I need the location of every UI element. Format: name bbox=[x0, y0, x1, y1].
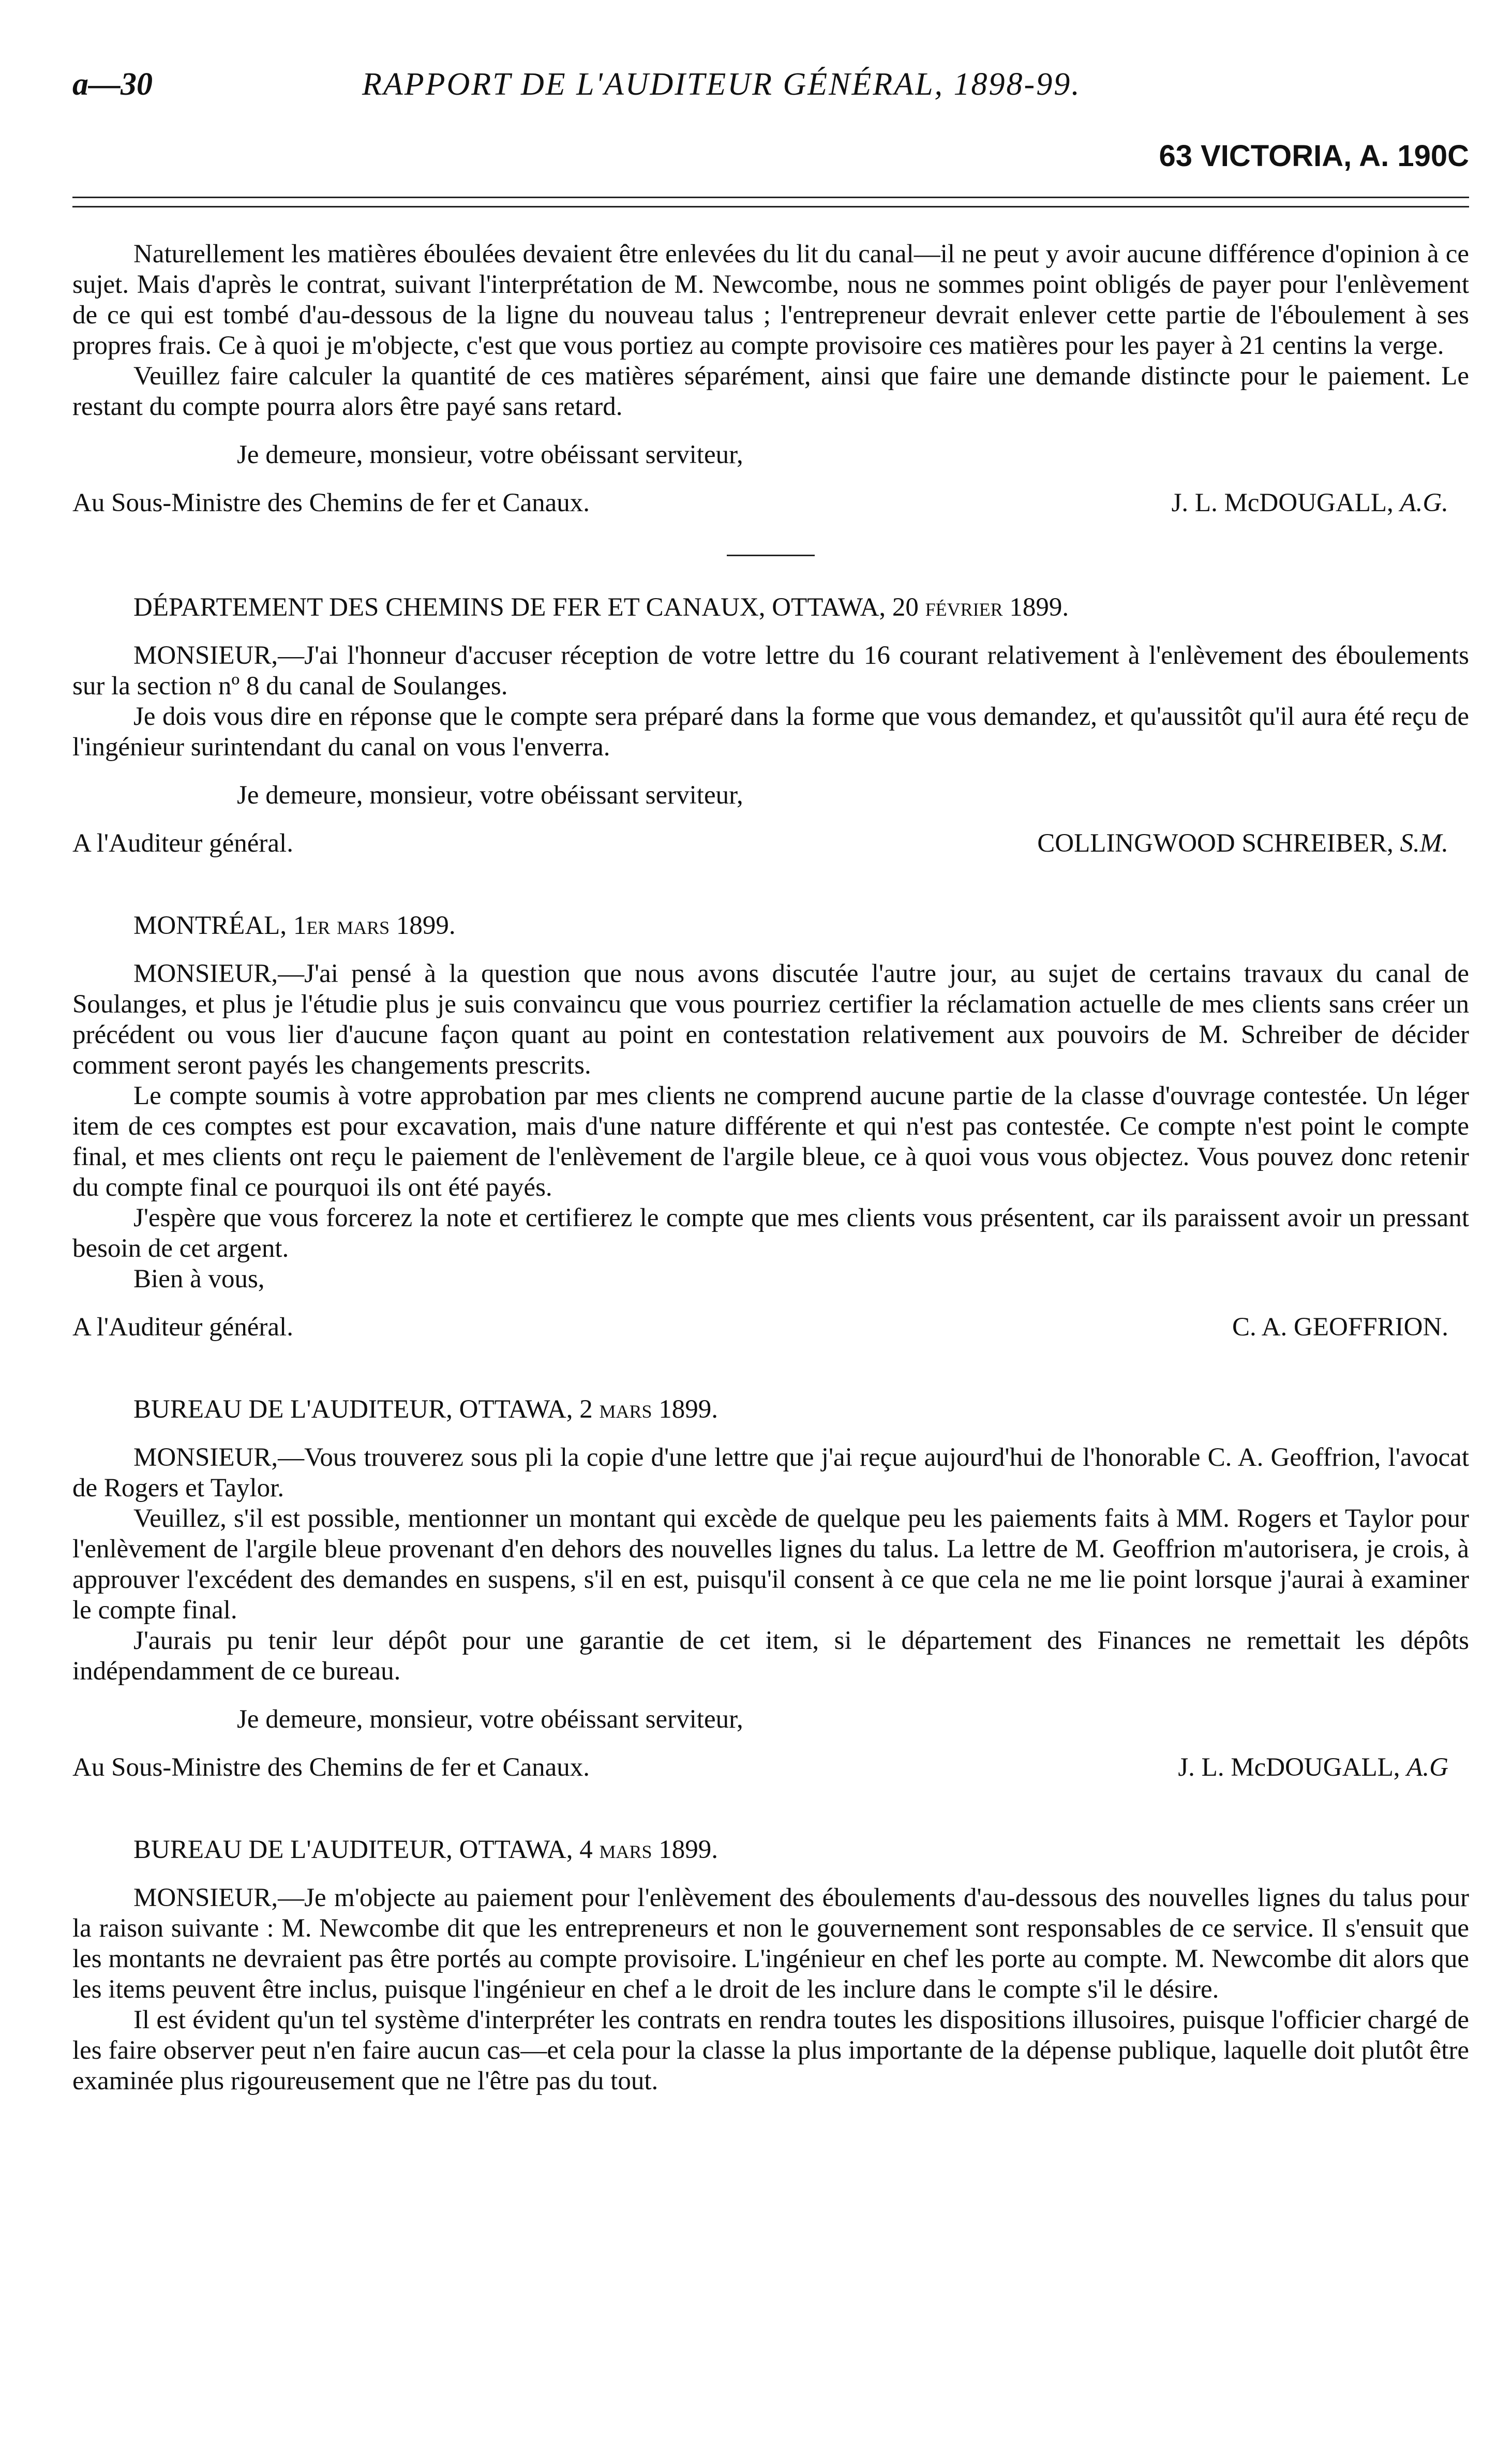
signature-title: A.G bbox=[1406, 1753, 1448, 1782]
signature-line bbox=[72, 1752, 1469, 1783]
signature-title: A.G. bbox=[1400, 488, 1448, 517]
signature-line bbox=[72, 828, 1469, 859]
paragraph: Je dois vous dire en réponse que le compte sera préparé dans la forme que vous demandez, et qu'aussitôt qu'il aura été reçu de l'ingénieur surintendant du canal on vous l'enverra. bbox=[72, 702, 1469, 762]
addressee: Au Sous-Ministre des Chemins de fer et Canaux. bbox=[72, 488, 590, 517]
addressee: A l'Auditeur général. bbox=[72, 829, 293, 858]
signature-name: COLLINGWOOD SCHREIBER, bbox=[1037, 829, 1394, 858]
letter-1 bbox=[72, 239, 1469, 518]
signature bbox=[1037, 828, 1469, 859]
signature-line bbox=[72, 1312, 1469, 1343]
paragraph: MONSIEUR,—Vous trouverez sous pli la copie d'une lettre que j'ai reçue aujourd'hui de l'honorable C. A. Geoffrion, l'avocat de Rogers et Taylor. bbox=[72, 1443, 1469, 1503]
addressee: Au Sous-Ministre des Chemins de fer et Canaux. bbox=[72, 1753, 590, 1782]
page-number: a—30 bbox=[72, 67, 153, 102]
running-title: RAPPORT DE L'AUDITEUR GÉNÉRAL, 1898-99. bbox=[362, 67, 1081, 102]
paragraph: MONSIEUR,—J'ai pensé à la question que nous avons discutée l'autre jour, au sujet de certains travaux du canal de Soulanges, et plus je l'étudie plus je suis convaincu que vous pourriez certifier la réclamation actuelle de mes clients sans créer un précédent ou vous lier d'aucune façon quant au point en contestation relativement aux pouvoirs de M. Schreiber de décider comment seront payés les changements prescrits. bbox=[72, 959, 1469, 1080]
salutation: MONSIEUR, bbox=[133, 1443, 278, 1472]
addressee: A l'Auditeur général. bbox=[72, 1313, 293, 1342]
salutation: MONSIEUR, bbox=[133, 1883, 278, 1912]
paragraph: Il est évident qu'un tel système d'interpréter les contrats en rendra toutes les dispositions illusoires, puisque l'officier chargé de les faire observer peut n'en faire aucun cas—et cela pour la classe la plus importante de la dépense publique, laquelle doit plutôt être examinée plus rigoureusement que ne l'être pas du tout. bbox=[72, 2005, 1469, 2095]
paragraph: Le compte soumis à votre approbation par mes clients ne comprend aucune partie de la classe d'ouvrage contestée. Un léger item de ces comptes est pour excavation, mais d'une nature différente et qui n'est pas contestée. Ce compte n'est point le compte final, et mes clients ont reçu le paiement de l'enlèvement de l'argile bleue, ce à quoi vous vous objectez. Vous pouvez donc retenir du compte final ce pourquoi ils ont été payés. bbox=[72, 1081, 1469, 1202]
closing-formula: Je demeure, monsieur, votre obéissant serviteur, bbox=[237, 781, 743, 810]
signature bbox=[1172, 488, 1469, 518]
dateline: BUREAU DE L'AUDITEUR, OTTAWA, 4 mars 1899. bbox=[133, 1835, 718, 1864]
signature-line bbox=[72, 488, 1469, 518]
letter-5 bbox=[72, 1835, 1469, 2097]
signature-name: J. L. McDOUGALL, bbox=[1178, 1753, 1400, 1782]
signature-name: C. A. GEOFFRION. bbox=[1232, 1313, 1448, 1342]
dateline: BUREAU DE L'AUDITEUR, OTTAWA, 2 mars 1899. bbox=[133, 1395, 718, 1424]
header-rule-bottom bbox=[72, 206, 1469, 207]
dateline: MONTRÉAL, 1er mars 1899. bbox=[133, 911, 456, 940]
paragraph: MONSIEUR,—J'ai l'honneur d'accuser réception de votre lettre du 16 courant relativement à l'enlèvement des éboulements sur la section nº 8 du canal de Soulanges. bbox=[72, 641, 1469, 701]
paragraph: Veuillez, s'il est possible, mentionner un montant qui excède de quelque peu les paiements faits à MM. Rogers et Taylor pour l'enlèvement de l'argile bleue provenant d'en dehors des nouvelles lignes du talus. La lettre de M. Geoffrion m'autorisera, je crois, à approuver l'excédent des demandes en suspens, s'il en est, puisqu'il consent à ce que cela ne me lie point lorsque j'aurai à examiner le compte final. bbox=[72, 1504, 1469, 1625]
salutation: MONSIEUR, bbox=[133, 641, 278, 670]
closing-formula: Bien à vous, bbox=[133, 1265, 265, 1294]
header-rule-top bbox=[72, 197, 1469, 198]
signature-title: S.M. bbox=[1400, 829, 1448, 858]
session-label: 63 VICTORIA, A. 190C bbox=[1159, 139, 1469, 173]
paragraph: Veuillez faire calculer la quantité de ces matières séparément, ainsi que faire une demande distincte pour le paiement. Le restant du compte pourra alors être payé sans retard. bbox=[72, 362, 1469, 421]
closing-formula: Je demeure, monsieur, votre obéissant serviteur, bbox=[237, 1705, 743, 1734]
paragraph: J'espère que vous forcerez la note et certifierez le compte que mes clients vous présentent, car ils paraissent avoir un pressant besoin de cet argent. bbox=[72, 1203, 1469, 1263]
page-header bbox=[72, 66, 1469, 173]
signature bbox=[1178, 1752, 1469, 1783]
closing-formula: Je demeure, monsieur, votre obéissant serviteur, bbox=[237, 440, 743, 469]
document-body bbox=[72, 239, 1469, 2097]
letter-2 bbox=[72, 592, 1469, 859]
dateline: DÉPARTEMENT DES CHEMINS DE FER ET CANAUX, OTTAWA, 20 février 1899. bbox=[133, 593, 1069, 622]
paragraph: Naturellement les matières éboulées devaient être enlevées du lit du canal—il ne peut y avoir aucune différence d'opinion à ce sujet. Mais d'après le contrat, suivant l'interprétation de M. Newcombe, nous ne sommes point obligés de payer pour l'enlèvement de ce qui est tombé d'au-dessous de la ligne du nouveau talus ; l'entrepreneur devrait enlever cette partie de l'éboulement à ses propres frais. Ce à quoi je m'objecte, c'est que vous portiez au compte provisoire ces matières pour les payer à 21 centins la verge. bbox=[72, 240, 1469, 360]
salutation: MONSIEUR, bbox=[133, 959, 278, 988]
paragraph: J'aurais pu tenir leur dépôt pour une garantie de cet item, si le département des Finances ne remettait les dépôts indépendamment de ce bureau. bbox=[72, 1626, 1469, 1686]
letter-4 bbox=[72, 1394, 1469, 1783]
paragraph: MONSIEUR,—Je m'objecte au paiement pour l'enlèvement des éboulements d'au-dessous des nouvelles lignes du talus pour la raison suivante : M. Newcombe dit que les entrepreneurs et non le gouvernement sont responsables de ce service. Il s'ensuit que les montants ne devraient pas être portés au compte provisoire. L'ingénieur en chef les porte au compte. M. Newcombe dit alors que les items peuvent être inclus, puisque l'ingénieur en chef a le droit de les inclure dans le compte s'il le désire. bbox=[72, 1883, 1469, 2004]
letter-3 bbox=[72, 911, 1469, 1343]
signature-name: J. L. McDOUGALL, bbox=[1171, 488, 1394, 517]
